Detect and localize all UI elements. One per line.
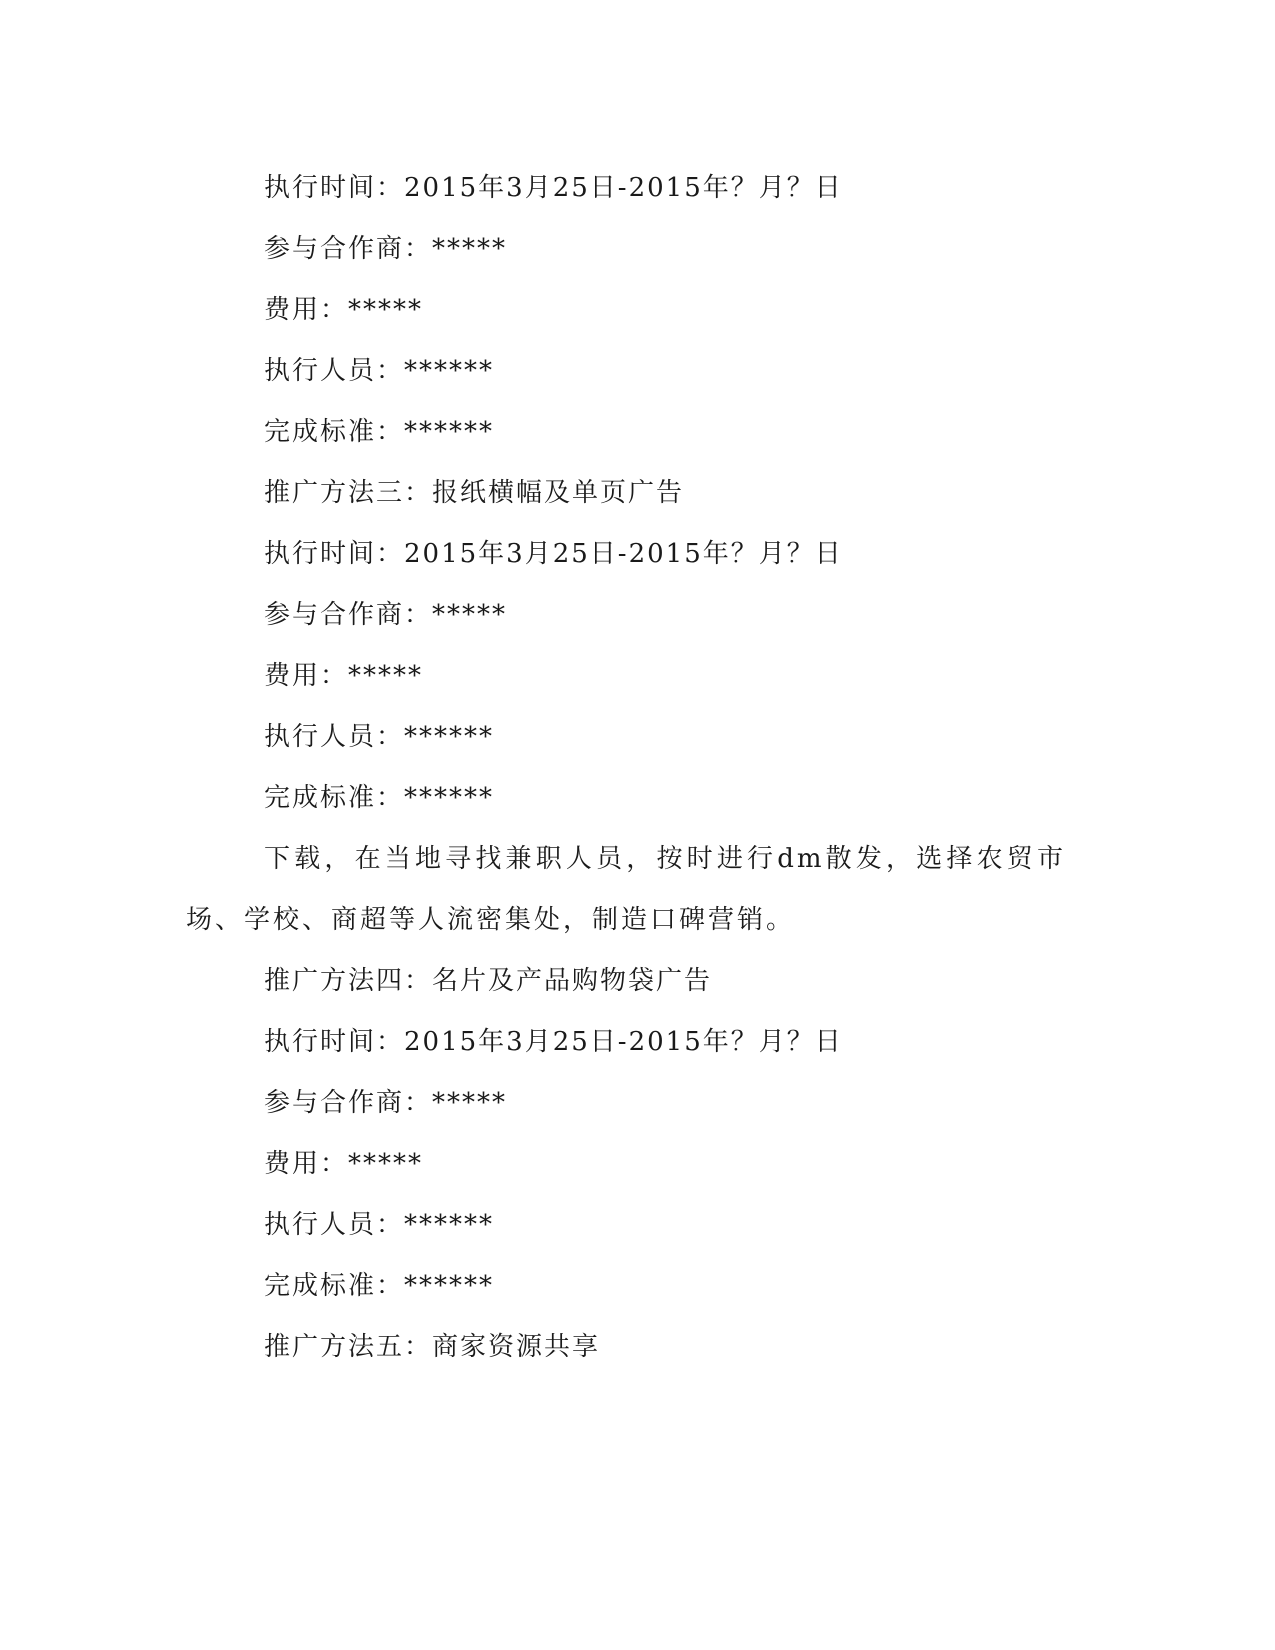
paragraph-cost-1: 费用：***** <box>264 295 424 325</box>
heading-method-five: 推广方法五：商家资源共享 <box>264 1332 601 1362</box>
paragraph-cost-3: 费用：***** <box>264 1149 424 1179</box>
paragraph-cost-2: 费用：***** <box>264 661 424 691</box>
paragraph-execution-time-2: 执行时间：2015年3月25日-2015年？月？日 <box>264 539 843 569</box>
paragraph-execution-time-1: 执行时间：2015年3月25日-2015年？月？日 <box>264 173 843 203</box>
heading-method-three: 推广方法三：报纸横幅及单页广告 <box>264 478 685 508</box>
paragraph-partner-1: 参与合作商：***** <box>264 234 508 264</box>
paragraph-staff-1: 执行人员：****** <box>264 356 495 386</box>
paragraph-staff-2: 执行人员：****** <box>264 722 495 752</box>
paragraph-partner-2: 参与合作商：***** <box>264 600 508 630</box>
paragraph-standard-1: 完成标准：****** <box>264 417 495 447</box>
document-body <box>186 158 1066 1378</box>
paragraph-partner-3: 参与合作商：***** <box>264 1088 508 1118</box>
paragraph-execution-time-3: 执行时间：2015年3月25日-2015年？月？日 <box>264 1027 843 1057</box>
paragraph-standard-2: 完成标准：****** <box>264 783 495 813</box>
paragraph-dm-distribution: 下载，在当地寻找兼职人员，按时进行dm散发，选择农贸市场、学校、商超等人流密集处，制造口碑营销。 <box>186 844 1066 935</box>
paragraph-standard-3: 完成标准：****** <box>264 1271 495 1301</box>
heading-method-four: 推广方法四：名片及产品购物袋广告 <box>264 966 713 996</box>
paragraph-staff-3: 执行人员：****** <box>264 1210 495 1240</box>
